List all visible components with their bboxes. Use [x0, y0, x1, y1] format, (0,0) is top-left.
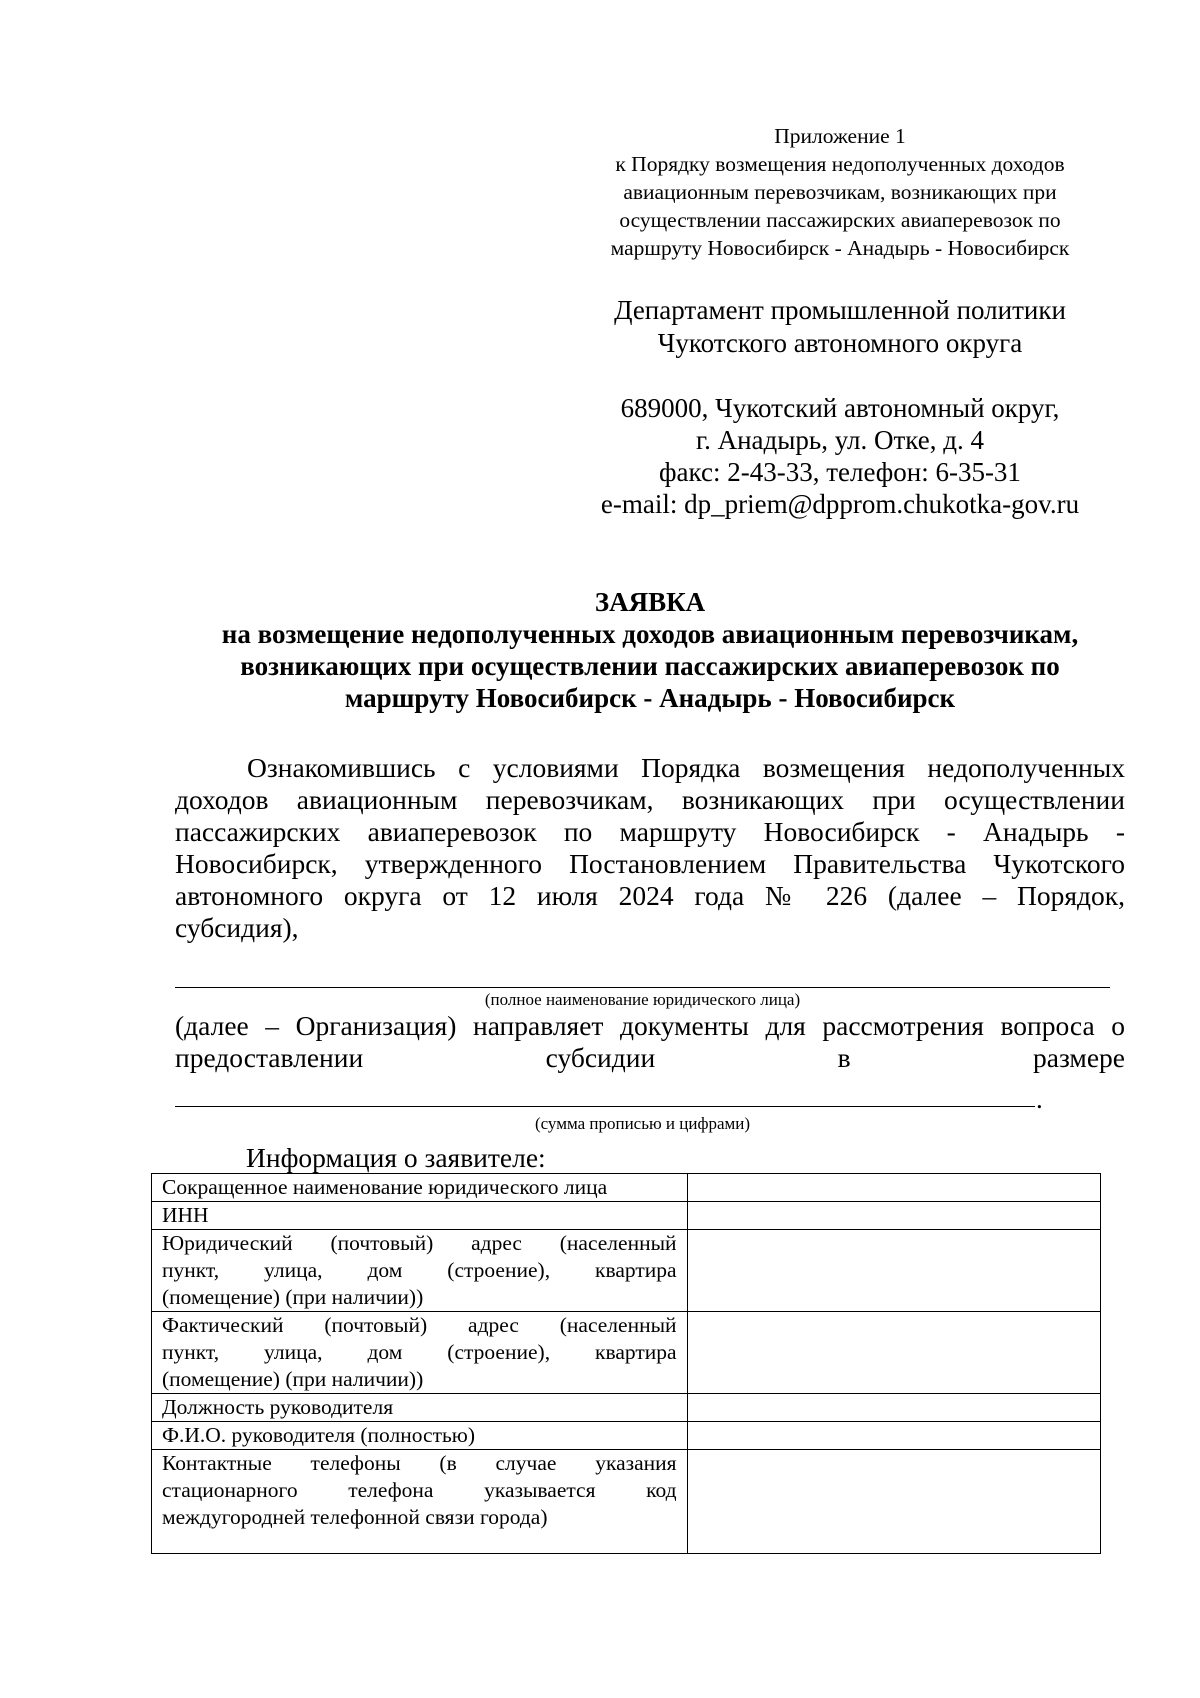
field-label-cell [152, 1312, 688, 1394]
paragraph-line: субсидия), [175, 912, 299, 943]
field-label-line: пункт, улица, дом (строение), квартира [162, 1258, 677, 1282]
field-label-cell [152, 1450, 688, 1554]
document-title [140, 586, 1160, 714]
org-name-caption: (полное наименование юридического лица) [484, 990, 801, 1009]
field-label-line: стационарного телефона указывается код [162, 1478, 677, 1502]
title-line: на возмещение недополученных доходов авиационным перевозчикам, [221, 619, 1079, 649]
field-value-cell[interactable] [687, 1422, 1100, 1450]
table-row [152, 1202, 1101, 1230]
table-row [152, 1174, 1101, 1202]
annex-header [560, 122, 1120, 262]
org-name-field-line[interactable] [175, 987, 1110, 988]
paragraph-line: доходов авиационным перевозчикам, возникающих при осуществлении [175, 784, 1125, 815]
recipient-department [570, 294, 1110, 360]
sum-field-period: . [1036, 1084, 1043, 1114]
intro-paragraph [175, 752, 1125, 944]
department-line: Департамент промышленной политики [614, 295, 1066, 325]
field-value-cell[interactable] [687, 1450, 1100, 1554]
annex-line: маршруту Новосибирск - Анадырь - Новосибирск [610, 236, 1070, 260]
field-label-line: (помещение) (при наличии)) [162, 1367, 424, 1391]
address-line: 689000, Чукотский автономный округ, [620, 393, 1060, 423]
field-label-line: Контактные телефоны (в случае указания [162, 1451, 677, 1475]
table-row [152, 1312, 1101, 1394]
title-heading: ЗАЯВКА [594, 587, 706, 617]
field-label-cell [152, 1174, 688, 1202]
table-row [152, 1394, 1101, 1422]
paragraph-line: пассажирских авиаперевозок по маршруту Новосибирск - Анадырь - [175, 816, 1125, 847]
title-line: возникающих при осуществлении пассажирских авиаперевозок по [240, 651, 1060, 681]
field-label-line: (помещение) (при наличии)) [162, 1285, 424, 1309]
field-value-cell[interactable] [687, 1312, 1100, 1394]
org-paragraph [175, 1010, 1125, 1074]
field-label-line: ИНН [162, 1203, 209, 1227]
table-row [152, 1450, 1101, 1554]
field-value-cell[interactable] [687, 1202, 1100, 1230]
paragraph-line: автономного округа от 12 июля 2024 года № 226 (далее – Порядок, [175, 880, 1125, 911]
field-label-line: Ф.И.О. руководителя (полностью) [162, 1423, 475, 1447]
field-label-line: Должность руководителя [162, 1395, 394, 1419]
annex-line: осуществлении пассажирских авиаперевозок по [619, 208, 1061, 232]
field-value-cell[interactable] [687, 1230, 1100, 1312]
address-line: г. Анадырь, ул. Отке, д. 4 [696, 425, 984, 455]
field-label-cell [152, 1422, 688, 1450]
paragraph-line: предоставлении субсидии в размере [175, 1042, 1125, 1073]
field-label-cell [152, 1394, 688, 1422]
address-line: факс: 2-43-33, телефон: 6-35-31 [659, 457, 1021, 487]
title-line: маршруту Новосибирск - Анадырь - Новосибирск [344, 683, 956, 713]
field-label-line: пункт, улица, дом (строение), квартира [162, 1340, 677, 1364]
table-row [152, 1230, 1101, 1312]
applicant-info-table [151, 1173, 1101, 1554]
annex-line: Приложение 1 [774, 124, 906, 148]
applicant-info-label: Информация о заявителе: [246, 1142, 546, 1173]
email-line: e-mail: dp_priem@dpprom.chukotka-gov.ru [600, 489, 1080, 519]
field-label-line: Фактический (почтовый) адрес (населенный [162, 1313, 677, 1337]
paragraph-line: Ознакомившись с условиями Порядка возмещения недополученных [247, 752, 1125, 783]
department-line: Чукотского автономного округа [657, 328, 1023, 358]
field-value-cell[interactable] [687, 1174, 1100, 1202]
annex-line: авиационным перевозчикам, возникающих при [623, 180, 1057, 204]
sum-caption: (сумма прописью и цифрами) [534, 1114, 751, 1133]
field-value-cell[interactable] [687, 1394, 1100, 1422]
sum-field-line[interactable] [175, 1106, 1035, 1107]
field-label-line: междугородней телефонной связи города) [162, 1505, 548, 1529]
field-label-line: Сокращенное наименование юридического лица [162, 1175, 608, 1199]
recipient-address [570, 392, 1110, 520]
paragraph-line: (далее – Организация) направляет документы для рассмотрения вопроса о [175, 1010, 1125, 1041]
annex-line: к Порядку возмещения недополученных доходов [615, 152, 1065, 176]
table-row [152, 1422, 1101, 1450]
field-label-cell [152, 1230, 688, 1312]
paragraph-line: Новосибирск, утвержденного Постановлением Правительства Чукотского [175, 848, 1125, 879]
field-label-cell [152, 1202, 688, 1230]
field-label-line: Юридический (почтовый) адрес (населенный [162, 1231, 677, 1255]
